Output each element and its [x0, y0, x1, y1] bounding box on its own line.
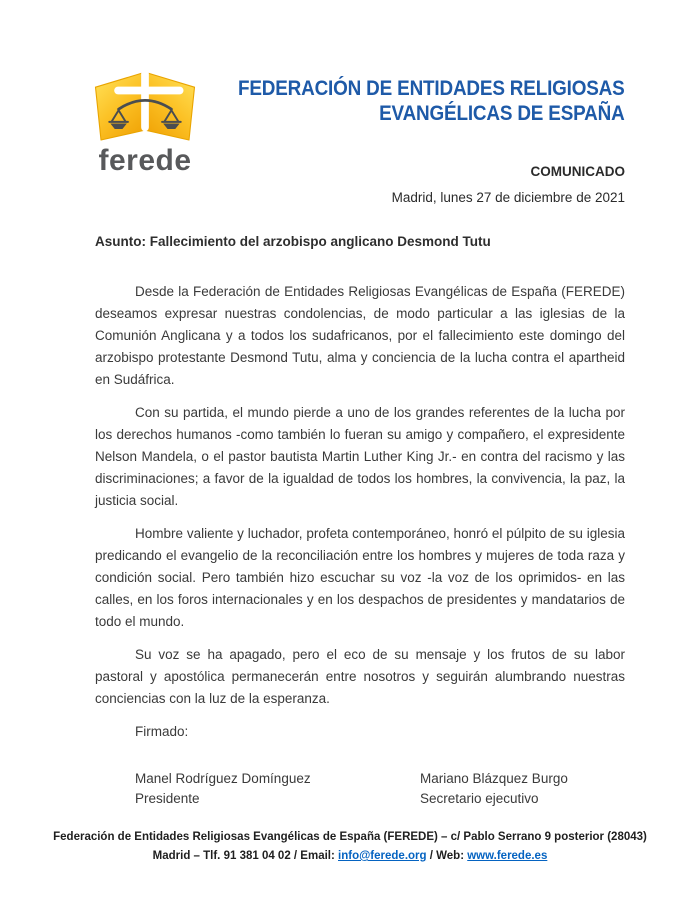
letter-body [95, 281, 625, 754]
page-title-line1: FEDERACIÓN DE ENTIDADES RELIGIOSAS [238, 77, 625, 100]
signature-block [135, 769, 625, 809]
footer-line2-mid: / Web: [426, 850, 468, 862]
header-block [195, 76, 625, 205]
signer-role: Presidente [135, 791, 200, 806]
signature-president [135, 769, 420, 809]
doc-type-label: COMUNICADO [530, 164, 625, 179]
paragraph-3: Hombre valiente y luchador, profeta contemporáneo, honró el púlpito de su iglesia predicando el evangelio de la reconciliación entre los hombres y mujeres de toda raza y condición social. Pero también hizo escuchar su voz -la voz de los oprimidos- en las calles, en los foros internacionales y en los despachos de presidentes y mandatarios de todo el mundo. [95, 526, 625, 629]
signer-role: Secretario ejecutivo [420, 791, 539, 806]
dateline: Madrid, lunes 27 de diciembre de 2021 [391, 190, 625, 205]
document-footer [40, 828, 660, 866]
footer-line1: Federación de Entidades Religiosas Evangélicas de España (FEREDE) – c/ Pablo Serrano 9 posterior (28043) [53, 831, 647, 843]
subject-line: Asunto: Fallecimiento del arzobispo anglicano Desmond Tutu [95, 234, 491, 249]
paragraph-1: Desde la Federación de Entidades Religiosas Evangélicas de España (FEREDE) deseamos expresar nuestras condolencias, de modo particular a las iglesias de la Comunión Anglicana y a todos los sudafricanos, por el fallecimiento este domingo del arzobispo protestante Desmond Tutu, alma y conciencia de la lucha contra el apartheid en Sudáfrica. [95, 284, 625, 387]
ferede-wordmark: ferede [98, 144, 192, 177]
ferede-logo [88, 68, 202, 176]
email-link[interactable]: info@ferede.org [338, 850, 427, 862]
signoff-label: Firmado: [135, 724, 189, 739]
signer-name: Manel Rodríguez Domínguez [135, 771, 311, 786]
paragraph-4: Su voz se ha apagado, pero el eco de su mensaje y los frutos de su labor pastoral y apostólica permanecerán entre nosotros y seguirán alumbrando nuestras conciencias con la luz de la esperanza. [95, 647, 625, 706]
footer-line2 [40, 847, 660, 866]
signature-secretary [420, 769, 568, 809]
paragraph-2: Con su partida, el mundo pierde a uno de los grandes referentes de la lucha por los derechos humanos -como también lo fueran su amigo y compañero, el expresidente Nelson Mandela, o el pastor bautista Martin Luther King Jr.- en contra del racismo y las discriminaciones; a favor de la igualdad de todos los hombres, la convivencia, la paz, la justicia social. [95, 405, 625, 508]
footer-line2-prefix: Madrid – Tlf. 91 381 04 02 / Email: [152, 850, 339, 862]
web-link[interactable]: www.ferede.es [467, 850, 548, 862]
signer-name: Mariano Blázquez Burgo [420, 771, 568, 786]
ferede-logo-icon [90, 68, 200, 146]
page-title [238, 76, 625, 126]
page-title-line2: EVANGÉLICAS DE ESPAÑA [379, 102, 625, 125]
